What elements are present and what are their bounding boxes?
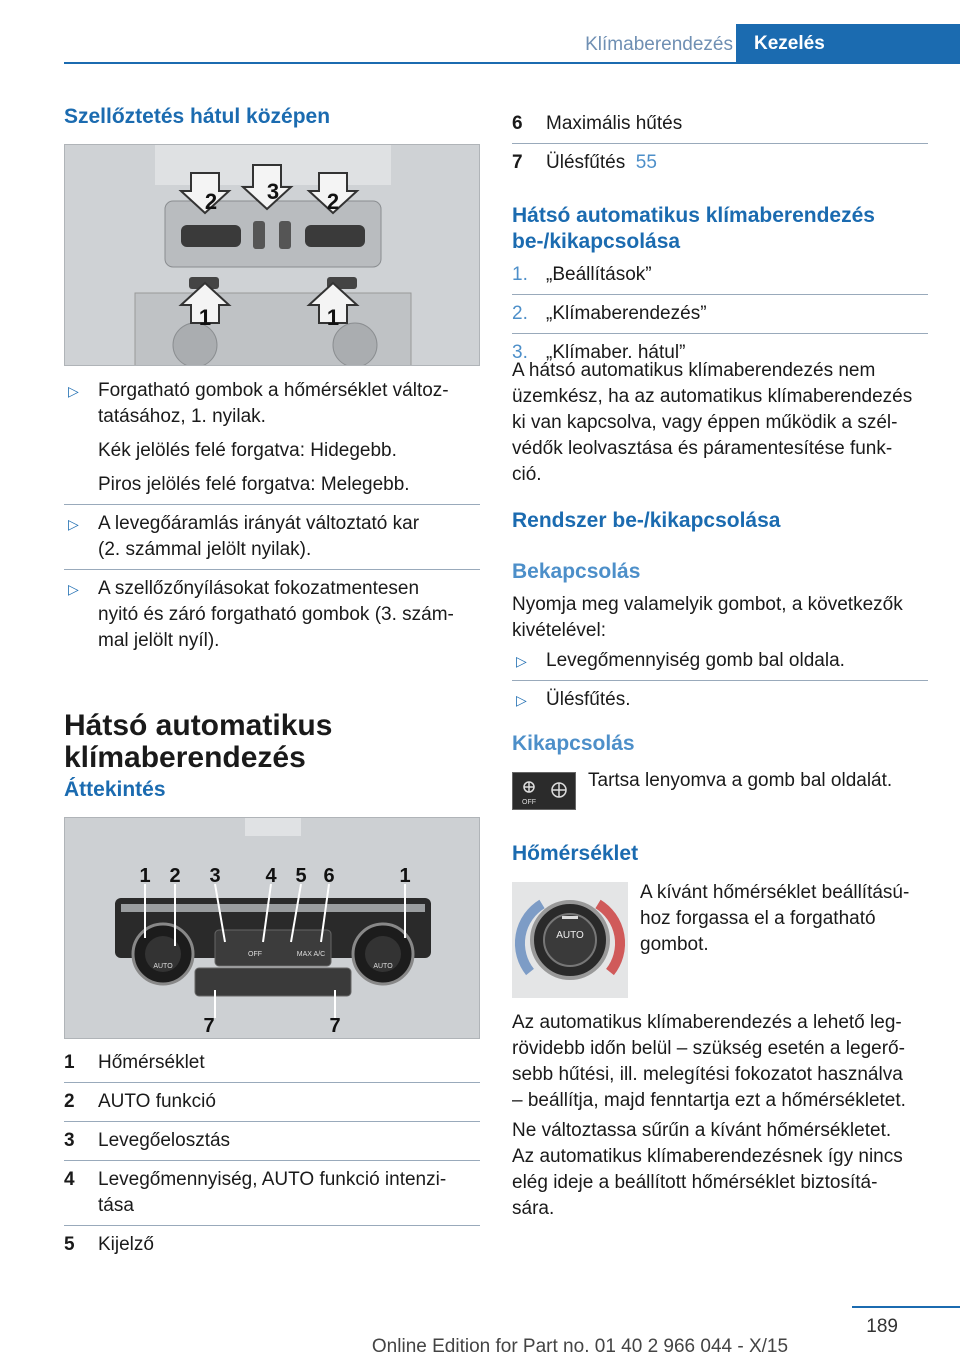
section-heading-rear-vents: Szellőztetés hátul középen: [64, 105, 331, 128]
vent-bullet-list: [64, 378, 480, 654]
list-item: [64, 378, 480, 498]
list-item-text: Ülésfűtés.: [546, 689, 631, 710]
off-button-icon: [512, 772, 576, 810]
panel-button-label: AUTO: [153, 963, 173, 970]
vent-label: 1: [198, 305, 212, 330]
paragraph-line: Az automatikus klímaberendezésnek így nincs: [512, 1146, 903, 1167]
legend-number: 5: [64, 1234, 75, 1255]
legend-text: Maximális hűtés: [546, 113, 683, 134]
list-item-text: mal jelölt nyíl).: [98, 630, 220, 651]
list-item: [512, 687, 928, 713]
paragraph-line: Nyomja meg valamelyik gombot, a következők: [512, 594, 903, 615]
paragraph-line: ki van kapcsolva, vagy éppen működik a szél‐: [512, 412, 898, 433]
paragraph-line: rövidebb időn belül – szükség esetén a legerő‐: [512, 1038, 905, 1059]
list-item-text: A szellőzőnyílásokat fokozatmentesen: [98, 578, 420, 599]
paragraph-line: kivételével:: [512, 620, 606, 641]
list-item-text: A levegőáramlás irányát változtató kar: [98, 513, 420, 534]
paragraph-on: [512, 592, 932, 644]
legend-text: tása: [98, 1195, 134, 1216]
paragraph-availability: [512, 358, 932, 488]
panel-callout: 4: [265, 865, 277, 887]
list-item: [64, 511, 480, 563]
heading-line: be-/kikapcsolása: [512, 230, 681, 253]
vent-label: 1: [326, 305, 340, 330]
legend-item: [64, 1128, 480, 1154]
list-item-text: tatásához, 1. nyilak.: [98, 406, 266, 427]
step-text: „Beállítások”: [546, 264, 652, 285]
paragraph-line: Ne változtassa sűrűn a kívánt hőmérsékletet.: [512, 1120, 892, 1141]
step-number: 1.: [512, 264, 528, 285]
off-icon-label: OFF: [522, 799, 536, 806]
legend-text: Hőmérséklet: [98, 1052, 205, 1073]
legend-number: 2: [64, 1091, 75, 1112]
legend-text: AUTO funkció: [98, 1091, 216, 1112]
legend-text: Kijelző: [98, 1234, 154, 1255]
divider: [64, 569, 480, 570]
divider: [64, 1160, 480, 1161]
legend-number: 3: [64, 1130, 75, 1151]
chapter-heading-line: klímaberendezés: [64, 741, 306, 775]
panel-button-label: MAX A/C: [296, 951, 326, 958]
paragraph-line: A hátsó automatikus klímaberendezés nem: [512, 360, 876, 381]
steps-list: [512, 262, 928, 366]
legend-number: 7: [512, 152, 523, 173]
divider: [512, 143, 928, 144]
section-heading-temperature: Hőmérséklet: [512, 842, 639, 865]
paragraph-line: hoz forgassa el a forgatható: [640, 908, 876, 929]
triangle-bullet-icon: ▷: [516, 692, 527, 708]
footer-edition: Online Edition for Part no. 01 40 2 966 044 - X/15: [371, 1336, 789, 1357]
divider: [64, 504, 480, 505]
panel-button-label: OFF: [248, 951, 262, 958]
legend-text: Levegőmennyiség, AUTO funkció intenzi‐: [98, 1169, 447, 1190]
legend-number: 6: [512, 113, 523, 134]
list-item-text: Forgatható gombok a hőmérséklet változ‐: [98, 380, 449, 401]
panel-callout: 5: [295, 865, 307, 887]
legend-item: [64, 1167, 480, 1219]
triangle-bullet-icon: ▷: [68, 383, 79, 399]
footer-rule: [852, 1306, 960, 1308]
triangle-bullet-icon: ▷: [68, 516, 79, 532]
vent-label: 2: [326, 189, 340, 214]
triangle-bullet-icon: ▷: [68, 581, 79, 597]
panel-callout: 6: [323, 865, 335, 887]
rear-climate-panel-photo: [64, 817, 480, 1039]
legend-item: [512, 111, 928, 137]
divider: [64, 1082, 480, 1083]
rear-vents-illustration: [65, 145, 480, 366]
step-item: [512, 301, 928, 327]
list-item-note: Kék jelölés felé forgatva: Hidegebb.: [98, 440, 397, 461]
paragraph-line: – beállítja, majd fenntartja ezt a hőmérsékletet.: [512, 1090, 906, 1111]
vent-label: 2: [204, 189, 218, 214]
panel-callout: 7: [329, 1015, 341, 1037]
panel-callout: 1: [139, 865, 151, 887]
divider: [64, 1225, 480, 1226]
list-item-note: Piros jelölés felé forgatva: Melegebb.: [98, 474, 410, 495]
step-number: 2.: [512, 303, 528, 324]
legend-number: 4: [64, 1169, 75, 1190]
list-item-text: Levegőmennyiség gomb bal oldala.: [546, 650, 845, 671]
legend-continued: [512, 111, 928, 176]
paragraph-line: Az automatikus klímaberendezés a lehető leg‐: [512, 1012, 902, 1033]
header-rule: [64, 62, 960, 64]
legend-item: [64, 1089, 480, 1115]
panel-button-label: AUTO: [373, 963, 393, 970]
paragraph-line: sára.: [512, 1198, 555, 1219]
list-item-text: (2. számmal jelölt nyilak).: [98, 539, 312, 560]
temperature-knob-icon: [512, 882, 628, 998]
subheading-on: Bekapcsolás: [512, 560, 641, 583]
panel-callout: 2: [169, 865, 181, 887]
temperature-instruction: [640, 880, 932, 958]
header-section-title: Klímaberendezés: [585, 34, 733, 55]
panel-callout: 3: [209, 865, 221, 887]
vent-label: 3: [266, 179, 280, 204]
legend-item: [64, 1050, 480, 1076]
paragraph-line: ció.: [512, 464, 542, 485]
paragraph-line: elég ideje a beállított hőmérséklet biztosítá‐: [512, 1172, 878, 1193]
list-item-text: nyitó és záró forgatható gombok (3. szám‐: [98, 604, 454, 625]
legend-number: 1: [64, 1052, 75, 1073]
triangle-bullet-icon: ▷: [516, 653, 527, 669]
chapter-heading: [64, 710, 332, 774]
list-item: [64, 576, 480, 654]
section-heading-system: Rendszer be-/kikapcsolása: [512, 509, 781, 532]
header-tab[interactable]: Kezelés: [736, 24, 960, 64]
subheading-off: Kikapcsolás: [512, 732, 635, 755]
legend-item: [64, 1232, 480, 1258]
divider: [512, 294, 928, 295]
paragraph-automatic: [512, 1010, 942, 1114]
paragraph-line: A kívánt hőmérséklet beállítású‐: [640, 882, 910, 903]
off-text: Tartsa lenyomva a gomb bal oldalát.: [588, 770, 893, 791]
step-number: 3.: [512, 342, 528, 363]
step-item: [512, 262, 928, 288]
rear-vents-photo: [64, 144, 480, 366]
divider: [512, 333, 928, 334]
legend-text: Levegőelosztás: [98, 1130, 231, 1151]
paragraph-warning: [512, 1118, 942, 1222]
rear-climate-panel-illustration: [65, 818, 480, 1039]
overview-heading: Áttekintés: [64, 778, 166, 801]
paragraph-line: sebb hűtési, ill. melegítési fokozatot használva: [512, 1064, 903, 1085]
paragraph-line: üzemkész, ha az automatikus klímaberendezés: [512, 386, 913, 407]
panel-callout: 1: [399, 865, 411, 887]
page-number: 189: [866, 1316, 898, 1337]
on-exceptions-list: [512, 648, 928, 713]
step-text: „Klímaberendezés”: [546, 303, 707, 324]
temperature-icon-label: AUTO: [556, 930, 584, 941]
heading-line: Hátsó automatikus klímaberendezés: [512, 204, 875, 227]
divider: [512, 680, 928, 681]
list-item: [512, 648, 928, 674]
section-heading-onoff: [512, 203, 932, 255]
step-text: „Klímaber. hátul”: [546, 342, 686, 363]
panel-legend-list: [64, 1050, 480, 1258]
legend-item: [512, 150, 928, 176]
panel-callout: 7: [203, 1015, 215, 1037]
legend-text: Ülésfűtés: [546, 152, 626, 173]
paragraph-line: gombot.: [640, 934, 709, 955]
page-reference-link[interactable]: 55: [635, 152, 657, 173]
divider: [64, 1121, 480, 1122]
chapter-heading-line: Hátsó automatikus: [64, 709, 333, 743]
paragraph-line: védők leolvasztása és páramentesítése funk‐: [512, 438, 893, 459]
